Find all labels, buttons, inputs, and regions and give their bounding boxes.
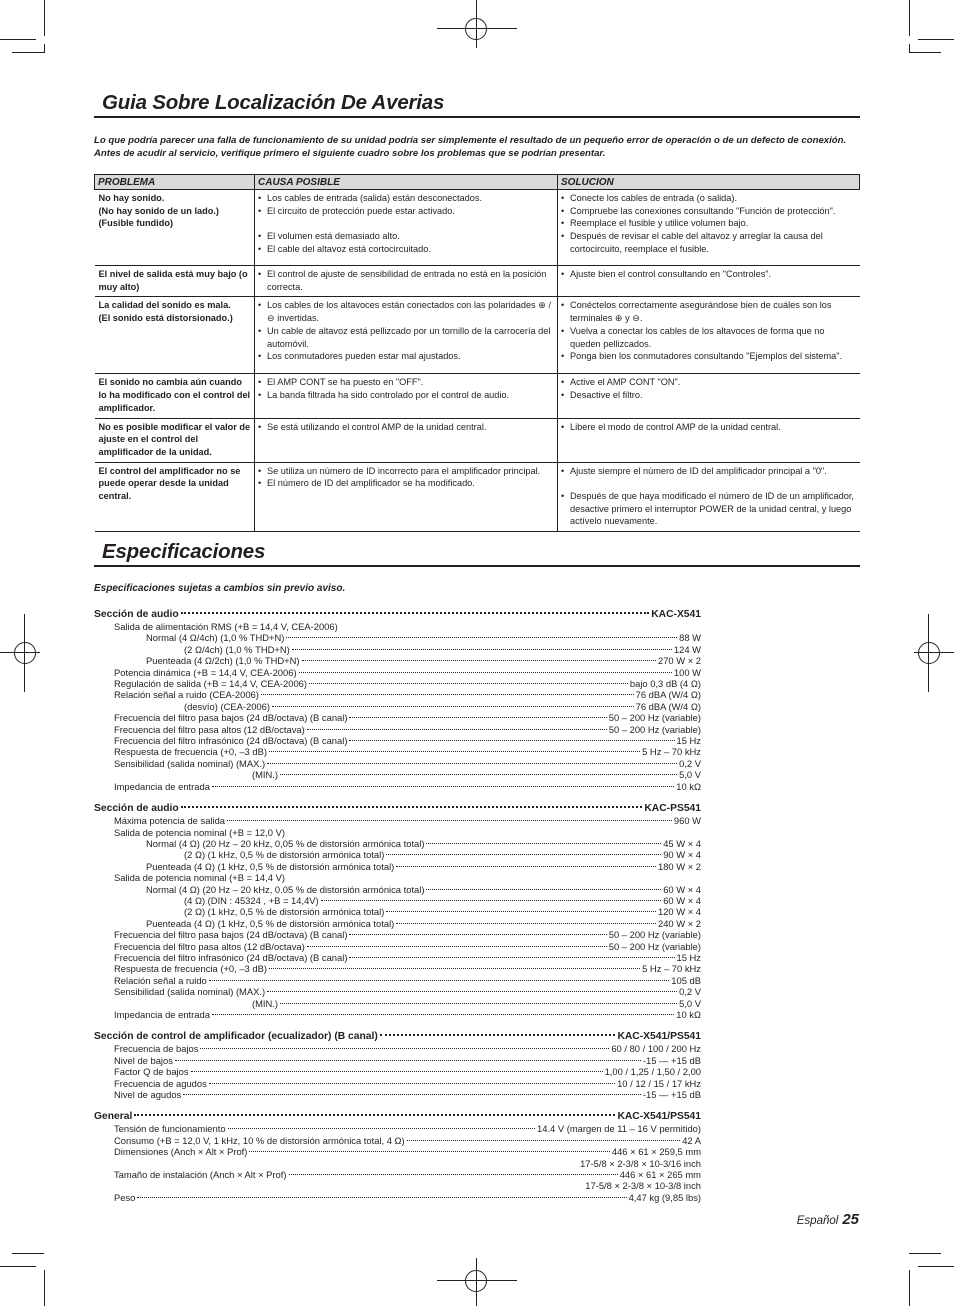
spec-row — [94, 1169, 701, 1180]
spec-value: -15 — +15 dB — [642, 1054, 701, 1066]
problem-line: (Fusible fundido) — [98, 218, 174, 229]
leader-dots — [272, 706, 634, 707]
spec-label: Respuesta de frecuencia (+0, –3 dB) — [114, 963, 267, 975]
spec-row — [94, 712, 701, 723]
leader-dots — [349, 934, 606, 935]
cause-item: • Se utiliza un número de ID incorrecto para el amplificador principal. — [258, 465, 554, 478]
spec-label: (4 Ω) (DIN : 45324 , +B = 14,4V) — [184, 894, 319, 906]
spec-row — [94, 963, 701, 974]
problem-line: El sonido no cambia aún cuando lo ha modificado con el control del amplificador. — [98, 377, 251, 413]
cause-item: • Los cables de entrada (salida) están desconectados. — [258, 192, 554, 205]
specifications-list — [94, 608, 701, 1203]
leader-dots — [249, 1151, 609, 1152]
table-row — [95, 297, 860, 374]
spec-label: Frecuencia del filtro pasa bajos (24 dB/octava) (B canal) — [114, 712, 348, 724]
header-problem: PROBLEMA — [95, 175, 255, 190]
spec-section-label: Sección de audio — [94, 609, 179, 620]
spec-label: Respuesta de frecuencia (+0, –3 dB) — [114, 746, 267, 758]
leader-dots — [200, 1048, 609, 1049]
spec-value: 1,00 / 1,25 / 1,50 / 2,00 — [604, 1066, 701, 1078]
spec-value: -15 — +15 dB — [642, 1089, 701, 1101]
leader-dots — [396, 923, 656, 924]
solution-item: • Ajuste siempre el número de ID del amplificador principal a "0". — [561, 465, 857, 478]
spec-section-label: Sección de audio — [94, 803, 179, 815]
spec-label: Regulación de salida (+B = 14,4 V, CEA-2006) — [114, 678, 308, 690]
cause-item: • El volumen está demasiado alto. — [258, 230, 554, 243]
leader-dots — [267, 991, 677, 992]
problem-line: El control del amplificador no se puede operar desde la unidad central. — [98, 465, 241, 502]
leader-dots — [181, 806, 643, 808]
solution-cell — [558, 297, 860, 374]
spec-row — [94, 1135, 701, 1146]
cause-item: • El circuito de protección puede estar activado. — [258, 205, 554, 218]
spec-label: Sensibilidad (salida nominal) (MAX.) — [114, 757, 266, 769]
spec-value: 5,0 V — [679, 769, 701, 781]
spec-label: Puenteada (4 Ω) (1 kHz, 0,5 % de distorsión armónica total) — [146, 917, 395, 929]
solution-cell — [558, 462, 860, 532]
leader-dots — [307, 729, 607, 730]
spec-label: Frecuencia del filtro pasa altos (12 dB/octava) — [114, 723, 305, 735]
solution-item: • Libere el modo de control AMP de la unidad central. — [561, 421, 857, 434]
spec-label: Factor Q de bajos — [114, 1066, 189, 1078]
leader-dots — [307, 946, 607, 947]
spec-value: 0,2 V — [679, 986, 701, 998]
spec-value: 10 kΩ — [676, 780, 701, 792]
leader-dots — [212, 786, 674, 787]
leader-dots — [209, 1083, 615, 1084]
spec-value: 17-5/8 × 2-3/8 × 10-3/8 inch — [585, 1180, 701, 1192]
spec-section-header — [94, 1030, 701, 1043]
spec-label: Salida de potencia nominal (+B = 14,4 V) — [114, 872, 285, 884]
spec-row — [94, 1009, 701, 1020]
spec-label: Frecuencia del filtro pasa altos (12 dB/octava) — [114, 940, 305, 952]
spec-value: 105 dB — [671, 974, 701, 986]
leader-dots — [280, 1003, 677, 1004]
spec-label: Frecuencia del filtro pasa bajos (24 dB/octava) (B canal) — [114, 929, 348, 941]
spec-row — [94, 1192, 701, 1203]
solution-item: • Desactive el filtro. — [561, 389, 857, 402]
spec-value: 50 – 200 Hz (variable) — [608, 712, 701, 724]
leader-dots — [183, 1094, 641, 1095]
spec-value: 100 W — [673, 666, 701, 678]
table-row — [95, 266, 860, 297]
spec-row — [94, 724, 701, 735]
spec-row — [94, 758, 701, 769]
spec-value: 45 W × 4 — [663, 837, 701, 849]
spec-section-label: General — [94, 1111, 133, 1123]
spec-row — [94, 1146, 701, 1157]
leader-dots — [267, 763, 677, 764]
spec-label: Frecuencia del filtro infrasónico (24 dB/octava) (B canal) — [114, 951, 348, 963]
specifications-note: Especificaciones sujetas a cambios sin previo aviso. — [94, 583, 346, 594]
spec-row — [94, 815, 701, 826]
spec-row — [94, 975, 701, 986]
spec-value: 124 W — [673, 643, 701, 655]
cause-cell — [255, 462, 558, 532]
spec-row — [94, 1055, 701, 1066]
spec-label: Frecuencia del filtro infrasónico (24 dB/octava) (B canal) — [114, 735, 348, 747]
spec-row — [94, 1066, 701, 1077]
leader-dots — [302, 660, 656, 661]
spec-label: Impedancia de entrada — [114, 1009, 210, 1020]
spec-value: 270 W × 2 — [658, 655, 701, 667]
spec-label: Dimensiones (Anch × Alt × Prof) — [114, 1146, 248, 1158]
spec-row — [94, 621, 701, 632]
leader-dots — [269, 968, 640, 969]
problem-line: (No hay sonido de un lado.) — [98, 205, 219, 216]
spec-section-model: KAC-X541/PS541 — [617, 1031, 701, 1043]
spec-label: (2 Ω) (1 kHz, 0,5 % de distorsión armónica total) — [184, 849, 385, 861]
leader-dots — [134, 1114, 615, 1116]
leader-dots — [349, 957, 674, 958]
spec-label: Normal (4 Ω) (20 Hz – 20 kHz, 0.05 % de distorsión armónica total) — [146, 883, 425, 895]
spec-value: 76 dBA (W/4 Ω) — [635, 700, 701, 712]
spec-row — [94, 689, 701, 700]
troubleshooting-title: Guia Sobre Localización De Averias — [102, 91, 445, 114]
leader-dots — [212, 1014, 674, 1015]
spec-value: 5 Hz – 70 kHz — [642, 746, 701, 758]
troubleshooting-intro: Lo que podría parecer una falla de funcionamiento de su unidad podría ser simplemente el resultado de un pequeño error de operación o de un defecto de conexión. Antes de acudir al servicio, verifique primero el siguiente cuadro sobre los problemas que se podrían presentar. — [94, 135, 847, 159]
spec-label: (2 Ω) (1 kHz, 0,5 % de distorsión armónica total) — [184, 906, 385, 918]
title-rule — [94, 116, 860, 118]
spec-row — [94, 1043, 701, 1054]
spec-section-header — [94, 1110, 701, 1123]
leader-dots — [261, 694, 634, 695]
spec-row — [94, 861, 701, 872]
spec-label: Normal (4 Ω) (20 Hz – 20 kHz, 0,05 % de distorsión armónica total) — [146, 837, 425, 849]
spec-row — [94, 1089, 701, 1100]
spec-value: 10 / 12 / 15 / 17 kHz — [617, 1077, 701, 1089]
spec-label: Relación señal a ruido — [114, 974, 207, 986]
cause-item: • El cable del altavoz está cortocircuitado. — [258, 243, 554, 256]
spec-row — [94, 678, 701, 689]
spec-row — [94, 1123, 701, 1134]
spacer — [561, 477, 857, 490]
spec-label: (MIN.) — [252, 769, 279, 781]
spec-value: 50 – 200 Hz (variable) — [608, 723, 701, 735]
leader-dots — [269, 751, 640, 752]
cause-cell — [255, 266, 558, 297]
leader-dots — [426, 843, 661, 844]
leader-dots — [209, 980, 670, 981]
problem-cell — [95, 374, 255, 418]
spec-row — [94, 906, 701, 917]
problem-line: El nivel de salida está muy bajo (o muy alto) — [98, 269, 248, 292]
table-row — [95, 190, 860, 266]
solution-cell — [558, 266, 860, 297]
spec-value: 42 A — [682, 1134, 701, 1146]
table-header-row — [95, 175, 860, 190]
troubleshooting-table — [94, 174, 860, 532]
leader-dots — [181, 612, 650, 614]
spec-label: Sensibilidad (salida nominal) (MAX.) — [114, 986, 266, 998]
solution-cell — [558, 418, 860, 462]
spec-row — [94, 872, 701, 883]
specifications-title: Especificaciones — [102, 540, 266, 563]
spec-row — [94, 735, 701, 746]
spec-row — [94, 998, 701, 1009]
spec-label: Consumo (+B = 12,0 V, 1 kHz, 10 % de distorsión armónica total, 4 Ω) — [114, 1134, 405, 1146]
problem-line: No hay sonido. — [98, 193, 165, 203]
spec-label: Frecuencia de agudos — [114, 1077, 207, 1089]
spec-row — [94, 701, 701, 712]
table-row — [95, 418, 860, 462]
spec-value: 10 kΩ — [676, 1009, 701, 1020]
spec-value: 446 × 61 × 265 mm — [619, 1169, 701, 1181]
page-footer — [797, 1211, 859, 1228]
spec-value: 76 dBA (W/4 Ω) — [635, 689, 701, 701]
leader-dots — [349, 740, 674, 741]
spec-value: 50 – 200 Hz (variable) — [608, 940, 701, 952]
spec-label: (MIN.) — [252, 997, 279, 1009]
spec-section-model: KAC-PS541 — [644, 803, 701, 815]
problem-line: (El sonido está distorsionado.) — [98, 313, 233, 324]
leader-dots — [386, 854, 661, 855]
problem-cell — [95, 418, 255, 462]
leader-dots — [137, 1197, 626, 1198]
spec-row — [94, 644, 701, 655]
solution-item: • Compruebe las conexiones consultando "Función de protección". — [561, 205, 857, 218]
spec-section-model: KAC-X541/PS541 — [617, 1111, 701, 1123]
leader-dots — [407, 1140, 681, 1141]
spec-value: 60 W × 4 — [663, 883, 701, 895]
spec-value: 180 W × 2 — [658, 860, 701, 872]
leader-dots — [426, 889, 661, 890]
spec-label: (2 Ω/4ch) (1,0 % THD+N) — [184, 643, 290, 655]
spec-section-label: Sección de control de amplificador (ecualizador) (B canal) — [94, 1031, 378, 1043]
spec-section-model: KAC-X541 — [651, 609, 701, 620]
cause-item: • El AMP CONT se ha puesto en "OFF". — [258, 376, 554, 389]
leader-dots — [228, 1128, 535, 1129]
leader-dots — [299, 672, 672, 673]
spec-row — [94, 1078, 701, 1089]
spec-value: 120 W × 4 — [658, 906, 701, 918]
cause-cell — [255, 190, 558, 266]
cause-cell — [255, 374, 558, 418]
cause-item: • Los cables de los altavoces están conectados con las polaridades ⊕ / ⊖ invertidas. — [258, 299, 554, 324]
spec-label: Máxima potencia de salida — [114, 815, 225, 827]
solution-item: • Vuelva a conectar los cables de los altavoces de forma que no queden pellizcados. — [561, 325, 857, 350]
spec-row — [94, 838, 701, 849]
spec-row — [94, 895, 701, 906]
solution-cell — [558, 374, 860, 418]
cause-item: • El número de ID del amplificador se ha modificado. — [258, 477, 554, 490]
spec-row — [94, 884, 701, 895]
spec-value: 15 Hz — [676, 735, 701, 747]
spec-row — [94, 827, 701, 838]
spec-label: Salida de potencia nominal (+B = 12,0 V) — [114, 826, 285, 838]
leader-dots — [380, 1034, 616, 1036]
spec-section-header — [94, 608, 701, 621]
spec-value: 90 W × 4 — [663, 849, 701, 861]
table-row — [95, 462, 860, 532]
problem-cell — [95, 462, 255, 532]
cause-item: • Los conmutadores pueden estar mal ajustados. — [258, 350, 554, 363]
cause-item: • Se está utilizando el control AMP de la unidad central. — [258, 421, 554, 434]
solution-item: • Active el AMP CONT "ON". — [561, 376, 857, 389]
spec-value: 60 / 80 / 100 / 200 Hz — [611, 1043, 701, 1055]
spec-row — [94, 769, 701, 780]
spec-row — [94, 667, 701, 678]
solution-item: • Ajuste bien el control consultando en "Controles". — [561, 268, 857, 281]
problem-line: La calidad del sonido es mala. — [98, 300, 231, 311]
spec-row — [94, 632, 701, 643]
leader-dots — [227, 820, 672, 821]
specifications-rule — [94, 565, 860, 567]
problem-cell — [95, 266, 255, 297]
spec-value: 4,47 kg (9,85 lbs) — [628, 1191, 701, 1203]
solution-item: • Reemplace el fusible y utilice volumen bajo. — [561, 217, 857, 230]
spec-row — [94, 1158, 701, 1169]
cause-item: • La banda filtrada ha sido controlado por el control de audio. — [258, 389, 554, 402]
spec-row — [94, 781, 701, 792]
header-solution: SOLUCION — [558, 175, 860, 190]
spec-row — [94, 655, 701, 666]
footer-language: Español — [796, 1215, 839, 1227]
spec-label: Relación señal a ruido (CEA-2006) — [114, 689, 259, 701]
page-number: 25 — [842, 1211, 859, 1228]
spec-value: bajo 0,3 dB (4 Ω) — [629, 678, 701, 690]
problem-line: No es posible modificar el valor de ajuste en el control del amplificador de la unidad. — [98, 421, 251, 457]
spec-row — [94, 746, 701, 757]
spec-value: 50 – 200 Hz (variable) — [608, 929, 701, 941]
spec-value: 0,2 V — [679, 757, 701, 769]
spec-value: 5,0 V — [679, 997, 701, 1009]
spec-row — [94, 918, 701, 929]
leader-dots — [289, 1174, 618, 1175]
spec-label: Puenteada (4 Ω/2ch) (1,0 % THD+N) — [146, 655, 300, 667]
spec-row — [94, 929, 701, 940]
spec-label: Puenteada (4 Ω) (1 kHz, 0,5 % de distorsión armónica total) — [146, 860, 395, 872]
solution-item: • Conéctelos correctamente asegurándose bien de cuáles son los terminales ⊕ y ⊖. — [561, 299, 857, 324]
spec-row — [94, 941, 701, 952]
spec-value: 14.4 V (margen de 11 – 16 V permitido) — [537, 1123, 701, 1135]
spec-value: 15 Hz — [676, 951, 701, 963]
leader-dots — [349, 717, 606, 718]
leader-dots — [286, 637, 677, 638]
spec-label: Impedancia de entrada — [114, 780, 210, 792]
cause-item: • Un cable de altavoz está pellizcado por un tornillo de la carrocería del automóvil. — [258, 325, 554, 350]
spacer — [258, 217, 554, 230]
solution-cell — [558, 190, 860, 266]
spec-label: Peso — [114, 1191, 136, 1203]
solution-item: • Ponga bien los conmutadores consultando "Ejemplos del sistema". — [561, 350, 857, 363]
leader-dots — [321, 900, 662, 901]
solution-item: • Después de que haya modificado el número de ID de un amplificador, desactive primero el interruptor POWER de la unidad central, y luego actívelo nuevamente. — [561, 490, 857, 528]
problem-cell — [95, 297, 255, 374]
spec-label: Frecuencia de bajos — [114, 1043, 199, 1055]
leader-dots — [396, 866, 656, 867]
spec-label: Tensión de funcionamiento — [114, 1123, 226, 1135]
leader-dots — [292, 649, 672, 650]
spec-label: (desvío) (CEA-2006) — [184, 700, 270, 712]
spec-label: Normal (4 Ω/4ch) (1,0 % THD+N) — [146, 632, 285, 644]
problem-cell — [95, 190, 255, 266]
spec-section-header — [94, 802, 701, 815]
spec-value: 60 W × 4 — [663, 894, 701, 906]
spec-label: Tamaño de instalación (Anch × Alt × Prof) — [114, 1169, 287, 1181]
spec-value: 5 Hz – 70 kHz — [642, 963, 701, 975]
spec-row — [94, 849, 701, 860]
cause-item: • El control de ajuste de sensibilidad de entrada no está en la posición correcta. — [258, 268, 554, 293]
spec-label: Salida de alimentación RMS (+B = 14,4 V, CEA-2006) — [114, 621, 338, 632]
spec-value: 88 W — [679, 632, 701, 644]
spec-value: 446 × 61 × 259,5 mm — [611, 1146, 701, 1158]
spec-label: Nivel de bajos — [114, 1054, 173, 1066]
spec-row — [94, 986, 701, 997]
solution-item: • Conecte los cables de entrada (o salida). — [561, 192, 857, 205]
leader-dots — [309, 683, 628, 684]
spec-value: 960 W — [673, 815, 701, 827]
table-row — [95, 374, 860, 418]
spec-value: 240 W × 2 — [658, 917, 701, 929]
spec-row — [94, 1180, 701, 1191]
spec-value: 17-5/8 × 2-3/8 × 10-3/16 inch — [580, 1157, 701, 1169]
spec-label: Nivel de agudos — [114, 1089, 182, 1101]
cause-cell — [255, 297, 558, 374]
leader-dots — [386, 911, 656, 912]
spec-row — [94, 952, 701, 963]
leader-dots — [280, 774, 677, 775]
leader-dots — [191, 1071, 603, 1072]
spec-label: Potencia dinámica (+B = 14,4 V, CEA-2006) — [114, 666, 297, 678]
solution-item: • Después de revisar el cable del altavoz y arreglar la causa del cortocircuito, reemplace el fusible. — [561, 230, 857, 255]
leader-dots — [175, 1060, 641, 1061]
cause-cell — [255, 418, 558, 462]
header-cause: CAUSA POSIBLE — [255, 175, 558, 190]
